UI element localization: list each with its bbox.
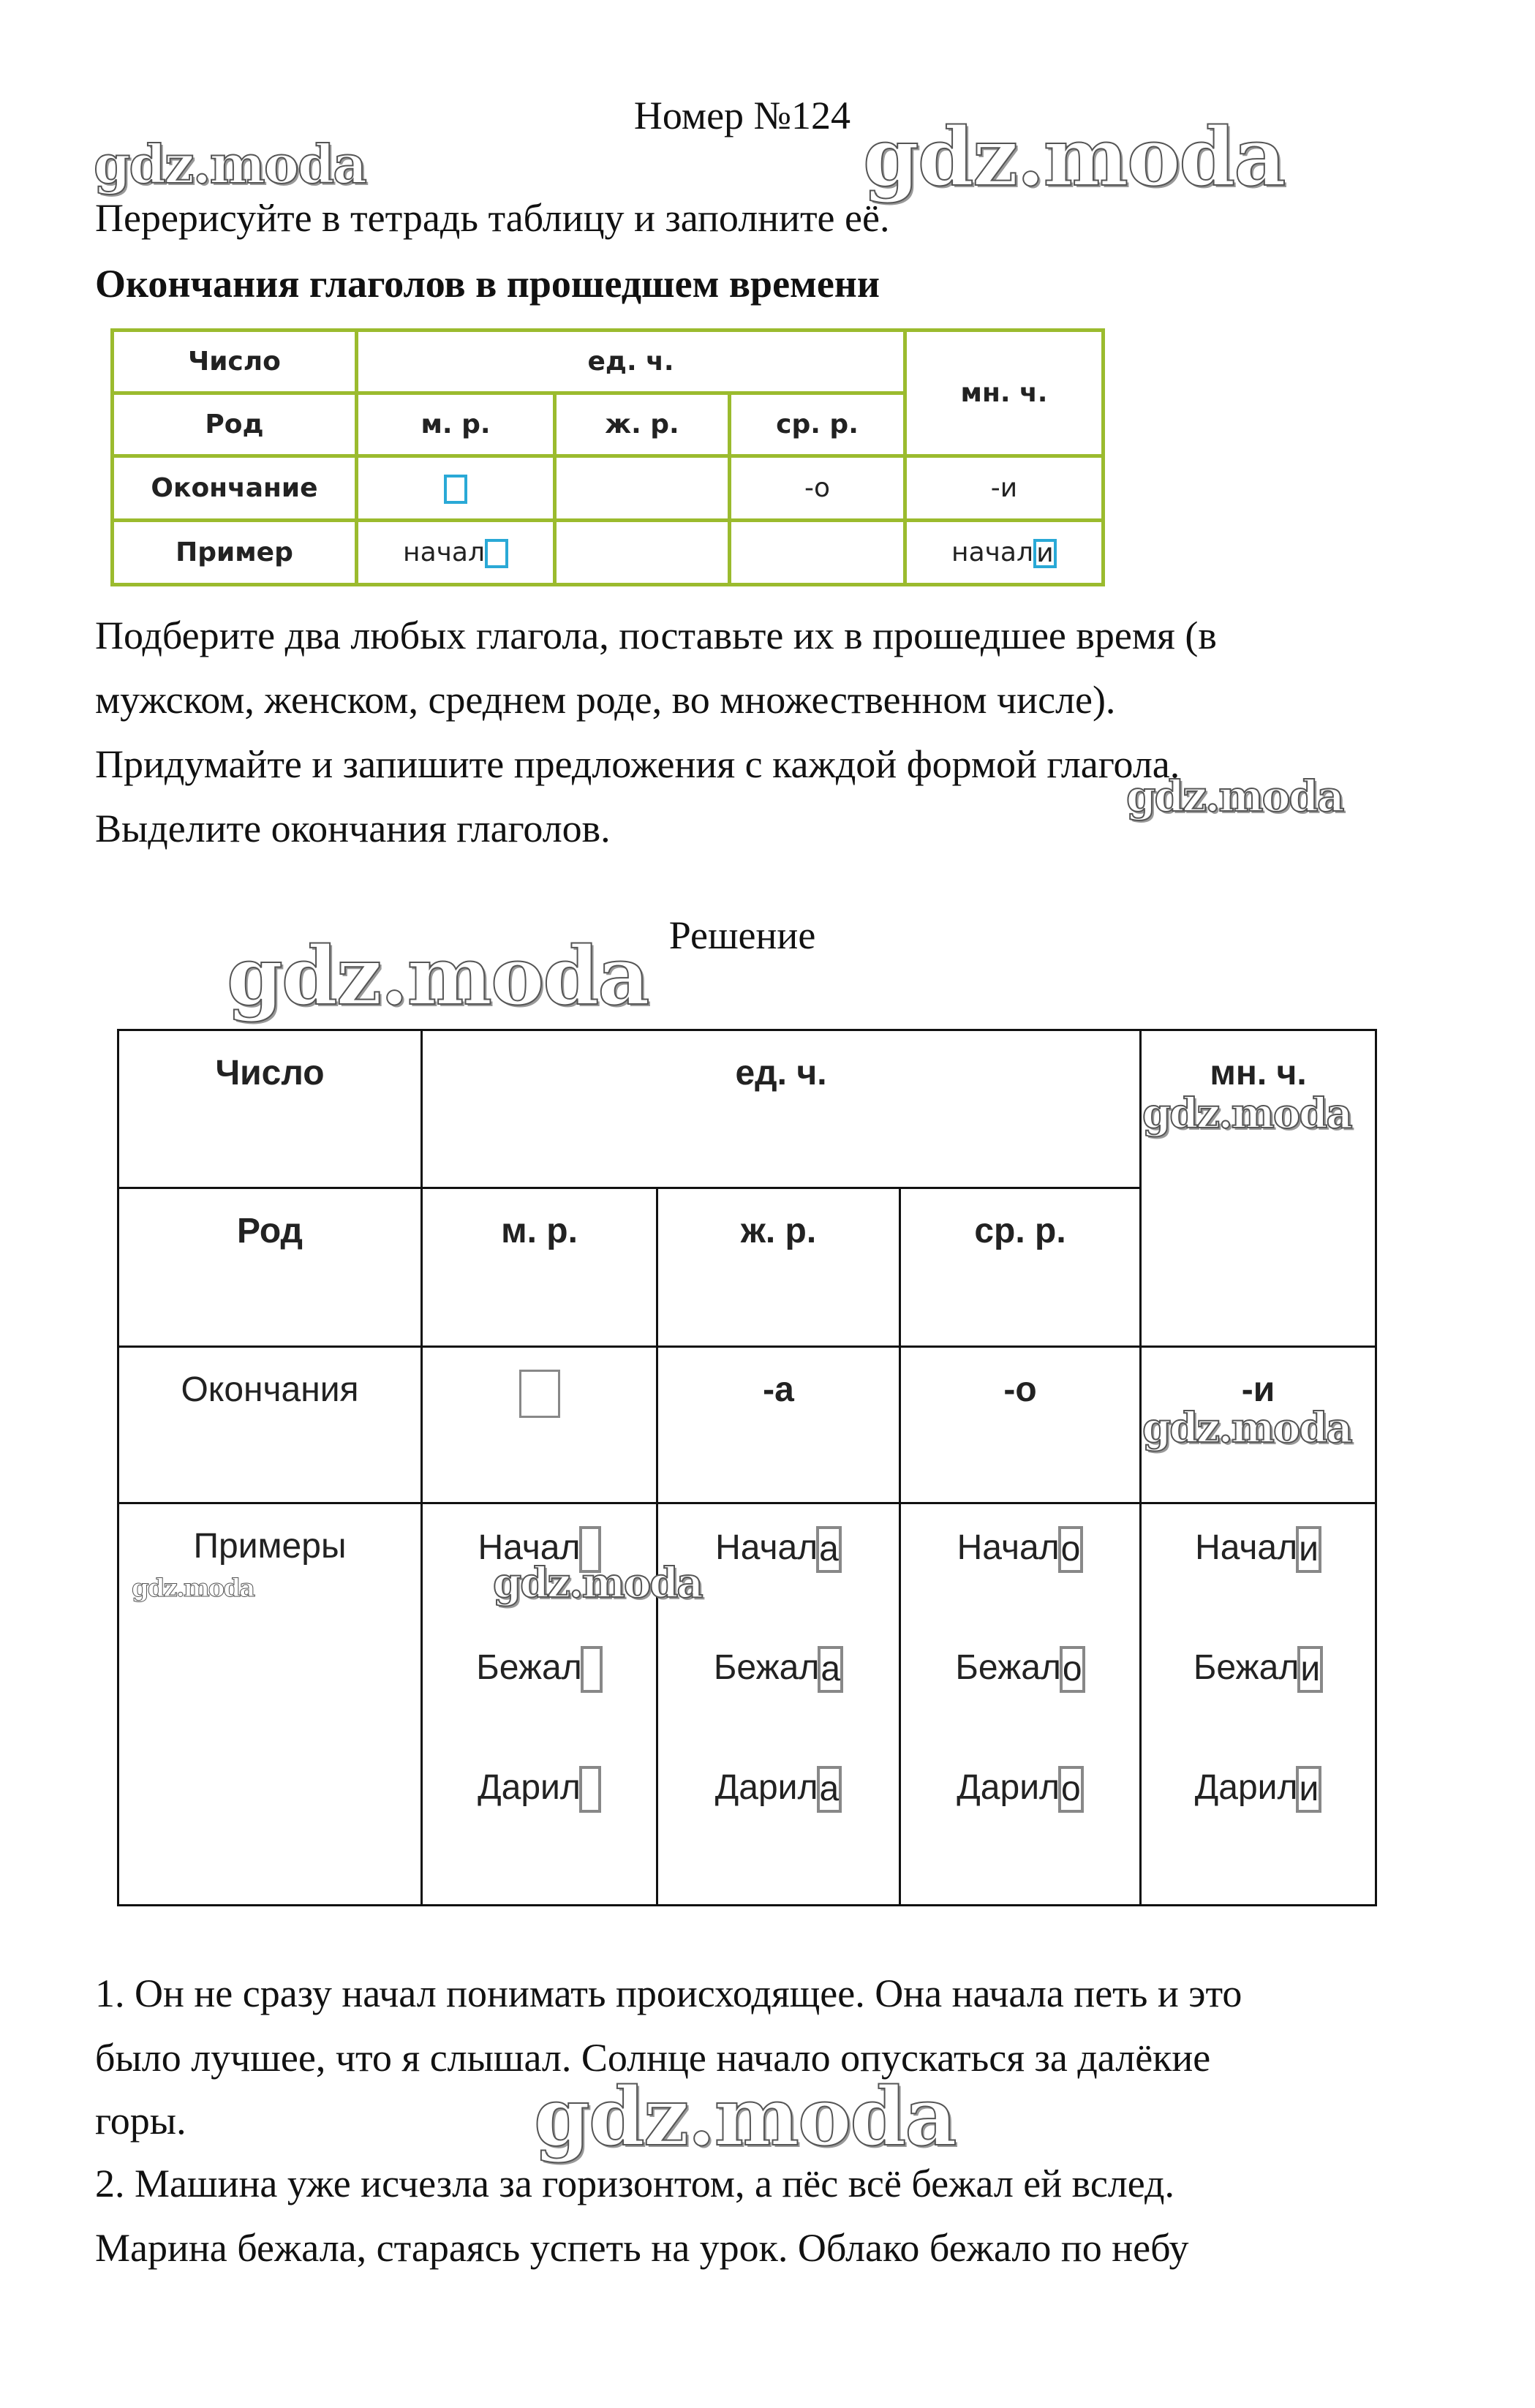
row-examples-label: Примеры <box>118 1503 422 1906</box>
sentence-line: 1. Он не сразу начал понимать происходящее. Она начала петь и это <box>95 1971 1242 2015</box>
watermark: gdz.moda <box>132 1574 254 1603</box>
paragraph-line: мужском, женском, среднем роде, во множественном числе). <box>95 678 1116 722</box>
ending-neut: -о <box>900 1347 1141 1503</box>
header-number: Число <box>113 331 357 393</box>
example-stem: Бежал <box>476 1648 582 1687</box>
paragraph-line: Придумайте и запишите предложения с каждой формой глагола. <box>95 742 1180 786</box>
ending-fem <box>555 456 730 521</box>
example-stem: Бежал <box>713 1648 820 1687</box>
header-masc: м. р. <box>422 1188 657 1347</box>
example-stem: Начал <box>1195 1528 1298 1567</box>
watermark: gdz.moda <box>94 133 366 195</box>
zero-ending-box <box>581 1646 603 1693</box>
page-title: Номер №124 <box>633 94 851 137</box>
header-singular: ед. ч. <box>357 331 905 393</box>
example-stem: Бежал <box>1193 1648 1300 1687</box>
zero-ending-box <box>579 1766 601 1813</box>
zero-ending-box <box>519 1370 560 1418</box>
ending-box: и <box>1296 1766 1321 1813</box>
example-stem: Бежал <box>955 1648 1061 1687</box>
example-stem: Дарил <box>478 1768 581 1807</box>
header-neut: ср. р. <box>900 1188 1141 1347</box>
example-stem: Начал <box>478 1528 581 1567</box>
example-stem: Дарил <box>714 1768 818 1807</box>
example-stem: Дарил <box>1194 1768 1298 1807</box>
header-fem: ж. р. <box>657 1188 900 1347</box>
solution-heading: Решение <box>668 913 816 957</box>
examples-plural <box>1141 1503 1376 1906</box>
ending-plural: -и <box>1141 1347 1376 1503</box>
header-plural: мн. ч. <box>1141 1030 1376 1347</box>
paragraph-line: Выделите окончания глаголов. <box>95 807 611 850</box>
row-ending-label: Окончания <box>118 1347 422 1503</box>
ending-fem: -а <box>657 1347 900 1503</box>
ending-masc <box>422 1347 657 1503</box>
ending-box: о <box>1058 1766 1084 1813</box>
header-neut: ср. р. <box>730 393 905 456</box>
ending-box: а <box>818 1646 843 1693</box>
watermark: gdz.moda <box>227 929 649 1023</box>
sentence-line: горы. <box>95 2099 186 2143</box>
example-masc-stem: начал <box>403 537 485 567</box>
watermark: gdz.moda <box>1126 771 1343 821</box>
example-fem <box>555 521 730 585</box>
ending-box: и <box>1296 1526 1321 1573</box>
header-gender: Род <box>113 393 357 456</box>
example-plural <box>905 521 1104 585</box>
watermark: gdz.moda <box>863 110 1285 204</box>
example-plural-stem: начал <box>951 537 1033 567</box>
solution-table <box>117 1029 1377 1906</box>
sentence-line: было лучшее, что я слышал. Солнце начало опускаться за далёкие <box>95 2036 1211 2080</box>
header-gender: Род <box>118 1188 422 1347</box>
example-stem: Дарил <box>957 1768 1060 1807</box>
table-title: Окончания глаголов в прошедшем времени <box>95 262 880 306</box>
watermark: gdz.moda <box>1142 1404 1351 1452</box>
watermark: gdz.moda <box>1142 1090 1351 1138</box>
header-number: Число <box>118 1030 422 1188</box>
ending-box: о <box>1058 1526 1084 1573</box>
sentence-line: Марина бежала, стараясь успеть на урок. Облако бежало по небу <box>95 2226 1189 2270</box>
example-masc <box>357 521 555 585</box>
ending-neut: -о <box>730 456 905 521</box>
ending-box: а <box>816 1526 842 1573</box>
example-stem: Начал <box>715 1528 818 1567</box>
ending-box: а <box>817 1766 842 1813</box>
zero-ending-box <box>485 539 508 568</box>
instruction: Перерисуйте в тетрадь таблицу и заполните её. <box>95 196 890 240</box>
sentence-line: 2. Машина уже исчезла за горизонтом, а пёс всё бежал ей вслед. <box>95 2162 1174 2205</box>
zero-ending-box <box>444 475 467 504</box>
example-neut <box>730 521 905 585</box>
task-table <box>110 328 1105 586</box>
header-singular: ед. ч. <box>422 1030 1141 1188</box>
ending-plural: -и <box>905 456 1104 521</box>
examples-neut <box>900 1503 1141 1906</box>
example-stem: Начал <box>957 1528 1060 1567</box>
watermark: gdz.moda <box>534 2069 956 2164</box>
task-paragraph <box>95 603 1217 861</box>
paragraph-line: Подберите два любых глагола, поставьте их в прошедшее время (в <box>95 614 1217 657</box>
row-ending-label: Окончание <box>113 456 357 521</box>
header-fem: ж. р. <box>555 393 730 456</box>
header-masc: м. р. <box>357 393 555 456</box>
watermark: gdz.moda <box>493 1559 702 1607</box>
ending-masc <box>357 456 555 521</box>
row-example-label: Пример <box>113 521 357 585</box>
header-plural: мн. ч. <box>905 331 1104 456</box>
ending-box: о <box>1060 1646 1085 1693</box>
ending-box: и <box>1033 539 1057 568</box>
ending-box: и <box>1297 1646 1323 1693</box>
